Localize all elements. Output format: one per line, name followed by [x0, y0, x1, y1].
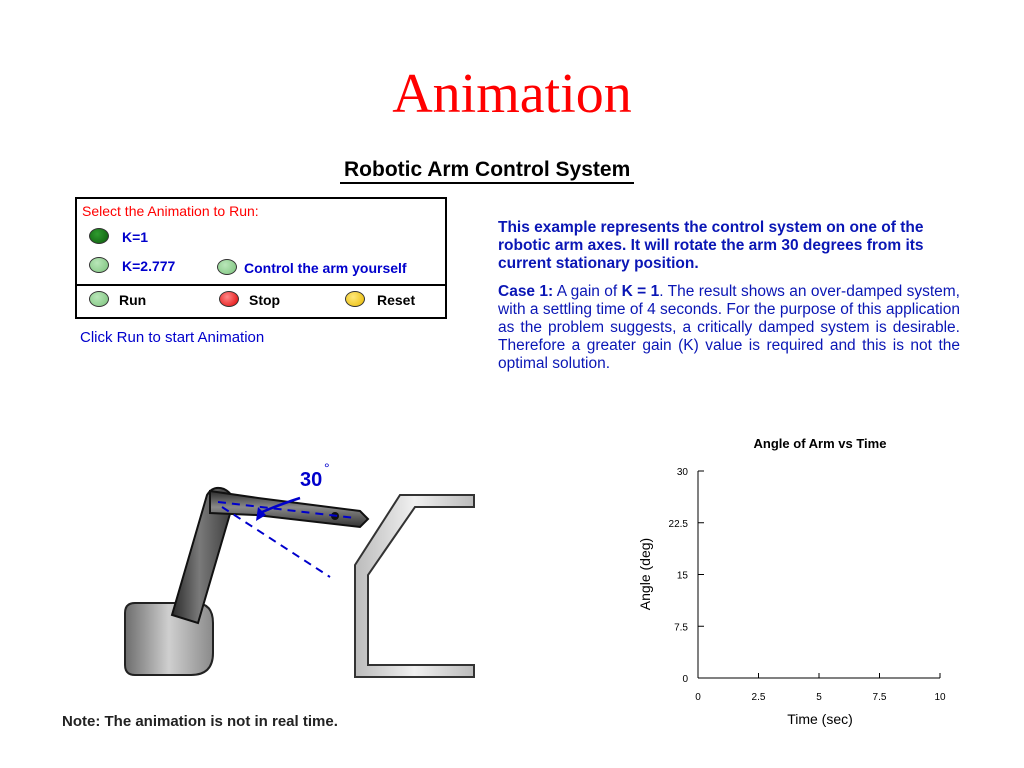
chart-axes [698, 471, 940, 678]
case-text-a: A gain of [553, 283, 622, 300]
case-gain: K = 1 [621, 283, 660, 300]
stop-button[interactable]: Stop [249, 292, 281, 308]
chart-y-tick-label: 15 [676, 570, 688, 582]
note-text: Note: The animation is not in real time. [62, 713, 338, 730]
option-manual-label[interactable]: Control the arm yourself [244, 260, 407, 276]
angle-label: 30 [300, 469, 323, 491]
app-title: Robotic Arm Control System [340, 159, 634, 184]
gripper-frame [355, 495, 474, 677]
arm-forearm [210, 491, 368, 527]
chart-x-tick-label: 2.5 [751, 692, 766, 703]
option-manual-indicator[interactable] [217, 259, 237, 275]
chart-x-tick-label: 7.5 [872, 692, 887, 703]
chart-y-tick-label: 7.5 [674, 622, 688, 634]
chart-y-tick-label: 22.5 [668, 518, 688, 530]
description-case [498, 283, 960, 373]
chart-x-tick-label: 0 [695, 692, 701, 703]
chart-ticks [669, 467, 946, 703]
control-panel [75, 197, 447, 319]
chart-x-axis-label: Time (sec) [787, 711, 853, 727]
stop-button-indicator[interactable] [219, 291, 239, 307]
chart-title: Angle of Arm vs Time [753, 436, 887, 451]
option-k2777-indicator[interactable] [89, 257, 109, 273]
chart-x-tick-label: 5 [816, 692, 822, 703]
run-button-indicator[interactable] [89, 291, 109, 307]
case-label: Case 1: [498, 283, 554, 300]
option-k1-indicator[interactable] [89, 228, 109, 244]
angle-unit: ° [324, 460, 330, 476]
status-text: Click Run to start Animation [80, 329, 265, 346]
chart-y-tick-label: 0 [682, 674, 688, 685]
chart-y-tick-label: 30 [676, 467, 688, 478]
reset-button[interactable]: Reset [377, 292, 416, 308]
description [498, 219, 960, 373]
reset-button-indicator[interactable] [345, 291, 365, 307]
run-button[interactable]: Run [119, 292, 147, 308]
angle-vs-time-chart [620, 428, 960, 738]
panel-heading: Select the Animation to Run: [82, 203, 259, 219]
chart-y-axis-label: Angle (deg) [637, 537, 653, 611]
case-text-b: . The result shows an over-damped system, with a settling time of 4 seconds. For the purpose of this application as the problem suggests, a critically damped system is desirable. Therefore a greater gain (K) value is required and this is not the optimal solution. [498, 283, 960, 372]
panel-divider [77, 284, 445, 286]
option-k1-label[interactable]: K=1 [122, 229, 149, 245]
chart-x-tick-label: 10 [934, 692, 946, 703]
slide-title: Animation [392, 63, 632, 125]
option-k2777-label[interactable]: K=2.777 [122, 258, 176, 274]
description-intro: This example represents the control system on one of the robotic arm axes. It will rotate the arm 30 degrees from its current stationary position. [498, 219, 924, 272]
robotic-arm-animation [110, 455, 490, 695]
